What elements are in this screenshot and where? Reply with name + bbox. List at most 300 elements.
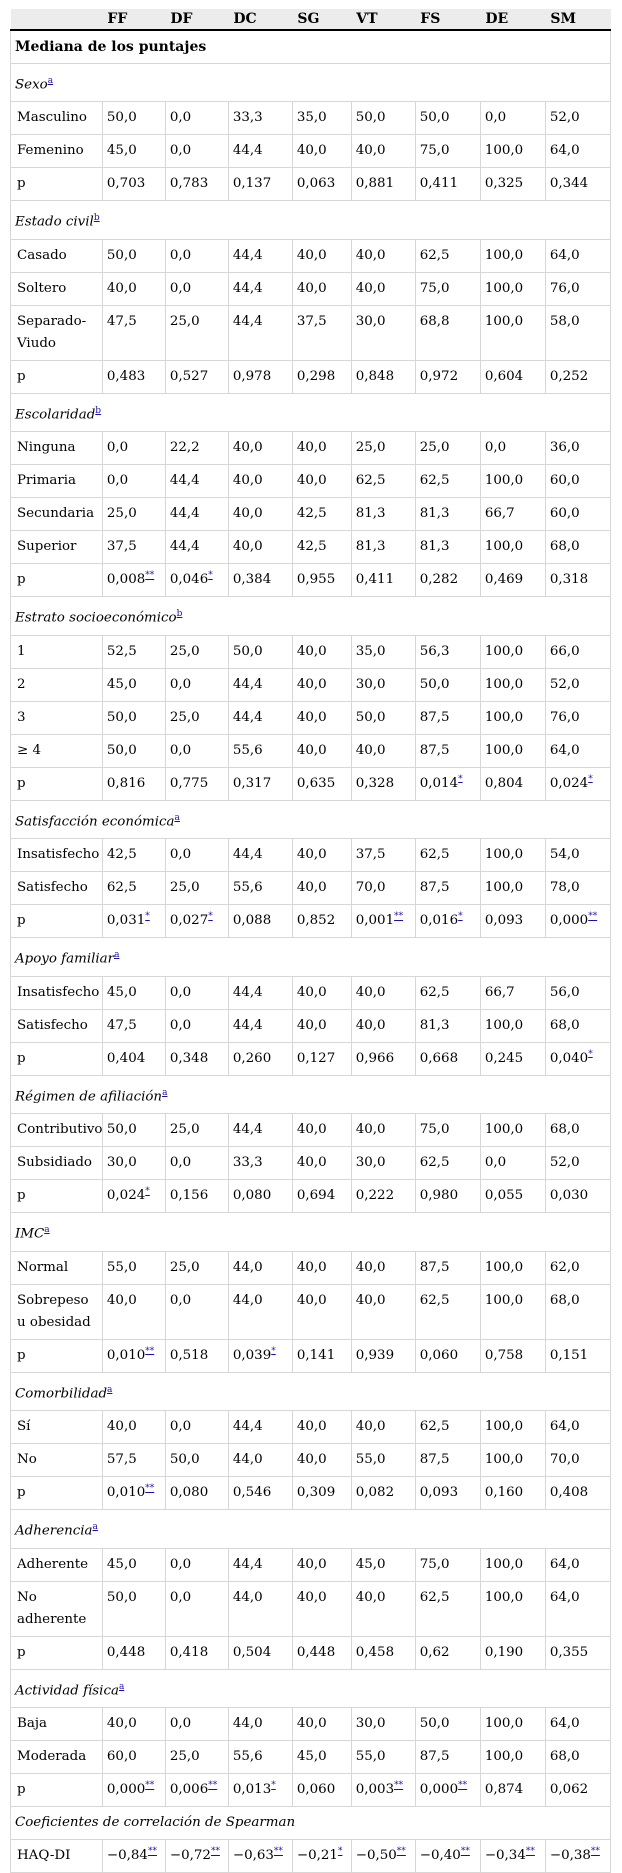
- cell-value: 0,62: [419, 1644, 450, 1660]
- value-cell: [545, 1548, 610, 1581]
- section-header-row: [11, 1372, 611, 1410]
- significance-footnote-link[interactable]: **: [460, 1846, 470, 1857]
- value-cell: [165, 668, 228, 701]
- row-label: p: [11, 1636, 103, 1669]
- table-row: [11, 239, 611, 272]
- value-cell: [228, 1147, 292, 1180]
- cell-value: 62,5: [419, 1589, 450, 1605]
- row-label: Femenino: [11, 135, 103, 168]
- value-cell: [228, 305, 292, 360]
- cell-value: 0,384: [232, 572, 272, 588]
- significance-footnote-link[interactable]: *: [145, 1186, 150, 1197]
- significance-footnote-link[interactable]: **: [458, 1780, 468, 1791]
- value-cell: [415, 1339, 480, 1372]
- significance-footnote-link[interactable]: **: [208, 1780, 218, 1791]
- section-header-row: [11, 64, 611, 102]
- table-row: [11, 1477, 611, 1510]
- cell-value: 100,0: [484, 847, 524, 863]
- value-cell: [165, 701, 228, 734]
- cell-value: 0,309: [296, 1485, 336, 1501]
- cell-value: 35,0: [355, 643, 386, 659]
- value-cell: [351, 1548, 415, 1581]
- table-title: Mediana de los puntajes: [11, 30, 611, 64]
- value-cell: [351, 498, 415, 531]
- value-cell: [228, 1284, 292, 1339]
- cell-value: 0,546: [232, 1485, 272, 1501]
- cell-value: 40,0: [355, 1259, 386, 1275]
- footnote-link[interactable]: a: [92, 1522, 98, 1533]
- table-row: [11, 564, 611, 597]
- value-cell: [545, 102, 610, 135]
- cell-value: 0,448: [296, 1644, 336, 1660]
- significance-footnote-link[interactable]: **: [147, 1846, 157, 1857]
- value-cell: [292, 305, 351, 360]
- cell-value: 25,0: [169, 880, 200, 896]
- footnote-link[interactable]: b: [176, 609, 183, 620]
- cell-value: −0,84: [106, 1848, 148, 1864]
- cell-value: 0,852: [296, 913, 336, 929]
- value-cell: [165, 1636, 228, 1669]
- section-header-row: [11, 1213, 611, 1251]
- value-cell: [292, 1636, 351, 1669]
- table-row: [11, 1581, 611, 1636]
- value-cell: [165, 1009, 228, 1042]
- value-cell: [480, 360, 545, 393]
- value-cell: [292, 168, 351, 201]
- value-cell: [228, 1444, 292, 1477]
- cell-value: 60,0: [106, 1749, 137, 1765]
- value-cell: [351, 564, 415, 597]
- significance-footnote-link[interactable]: *: [588, 774, 593, 785]
- cell-value: 0,060: [419, 1347, 459, 1363]
- value-cell: [351, 531, 415, 564]
- cell-value: −0,40: [419, 1848, 461, 1864]
- cell-value: 57,5: [106, 1452, 137, 1468]
- value-cell: [228, 102, 292, 135]
- value-cell: [228, 1581, 292, 1636]
- significance-footnote-link[interactable]: *: [271, 1346, 276, 1357]
- cell-value: 50,0: [419, 110, 450, 126]
- value-cell: [480, 1840, 545, 1873]
- cell-value: 40,0: [355, 1589, 386, 1605]
- value-cell: [228, 239, 292, 272]
- cell-value: 0,000: [419, 1782, 459, 1798]
- value-cell: [351, 872, 415, 905]
- cell-value: 0,972: [419, 368, 459, 384]
- cell-value: 44,4: [232, 143, 263, 159]
- cell-value: 0,783: [169, 176, 209, 192]
- value-cell: [292, 635, 351, 668]
- table-row: [11, 1042, 611, 1075]
- cell-value: 44,4: [232, 1556, 263, 1572]
- header-cell-vt: VT: [351, 9, 415, 30]
- table-row: [11, 465, 611, 498]
- value-cell: [292, 1477, 351, 1510]
- value-cell: [480, 767, 545, 800]
- cell-value: 25,0: [169, 1259, 200, 1275]
- value-cell: [351, 976, 415, 1009]
- value-cell: [415, 1581, 480, 1636]
- cell-value: 0,668: [419, 1050, 459, 1066]
- cell-value: 0,0: [169, 1419, 192, 1435]
- cell-value: 62,5: [419, 847, 450, 863]
- cell-value: 81,3: [419, 506, 450, 522]
- value-cell: [415, 1708, 480, 1741]
- value-cell: [545, 668, 610, 701]
- value-cell: [415, 1147, 480, 1180]
- value-cell: [545, 1444, 610, 1477]
- value-cell: [292, 1774, 351, 1807]
- row-label: Casado: [11, 239, 103, 272]
- cell-value: 75,0: [419, 280, 450, 296]
- section-label: [11, 201, 611, 239]
- footnote-link[interactable]: b: [95, 405, 102, 416]
- row-label: p: [11, 1774, 103, 1807]
- significance-footnote-link[interactable]: **: [525, 1846, 535, 1857]
- value-cell: [480, 564, 545, 597]
- footnote-link[interactable]: b: [93, 213, 100, 224]
- cell-value: 100,0: [484, 880, 524, 896]
- section-label: [11, 393, 611, 431]
- significance-footnote-link[interactable]: **: [145, 1483, 155, 1494]
- significance-footnote-link[interactable]: **: [394, 1780, 404, 1791]
- value-cell: [351, 668, 415, 701]
- value-cell: [228, 905, 292, 938]
- value-cell: [102, 1339, 165, 1372]
- value-cell: [228, 465, 292, 498]
- table-row: [11, 905, 611, 938]
- value-cell: [415, 564, 480, 597]
- cell-value: 33,3: [232, 1155, 263, 1171]
- header-cell-sg: SG: [292, 9, 351, 30]
- value-cell: [545, 767, 610, 800]
- significance-footnote-link[interactable]: **: [145, 1780, 155, 1791]
- cell-value: 44,4: [232, 676, 263, 692]
- significance-footnote-link[interactable]: *: [458, 911, 463, 922]
- value-cell: [415, 1180, 480, 1213]
- value-cell: [228, 1339, 292, 1372]
- cell-value: 100,0: [484, 1716, 524, 1732]
- cell-value: 0,0: [169, 742, 192, 758]
- value-cell: [228, 635, 292, 668]
- cell-value: 58,0: [549, 313, 580, 329]
- value-cell: [165, 1042, 228, 1075]
- cell-value: 0,000: [106, 1782, 146, 1798]
- value-cell: [545, 976, 610, 1009]
- value-cell: [102, 102, 165, 135]
- cell-value: 40,0: [296, 1716, 327, 1732]
- cell-value: 0,001: [355, 913, 395, 929]
- value-cell: [545, 1251, 610, 1284]
- cell-value: 0,0: [169, 676, 192, 692]
- value-cell: [415, 1009, 480, 1042]
- cell-value: 0,282: [419, 572, 459, 588]
- cell-value: 64,0: [549, 247, 580, 263]
- value-cell: [480, 905, 545, 938]
- row-label: ≥ 4: [11, 734, 103, 767]
- cell-value: 44,0: [232, 1589, 263, 1605]
- value-cell: [351, 839, 415, 872]
- cell-value: 40,0: [106, 1419, 137, 1435]
- section-label: [11, 1807, 611, 1840]
- value-cell: [545, 360, 610, 393]
- value-cell: [102, 360, 165, 393]
- cell-value: 64,0: [549, 1716, 580, 1732]
- significance-footnote-link[interactable]: *: [337, 1846, 343, 1857]
- cell-value: 30,0: [106, 1155, 137, 1171]
- cell-value: 44,4: [232, 1017, 263, 1033]
- cell-value: 81,3: [355, 506, 386, 522]
- cell-value: 0,046: [169, 572, 209, 588]
- value-cell: [165, 1708, 228, 1741]
- table-row: [11, 1284, 611, 1339]
- section-label: [11, 1075, 611, 1113]
- value-cell: [415, 465, 480, 498]
- cell-value: 50,0: [106, 709, 137, 725]
- value-cell: [102, 1840, 165, 1873]
- value-cell: [228, 531, 292, 564]
- value-cell: [102, 498, 165, 531]
- footnote-link[interactable]: a: [118, 1681, 125, 1692]
- section-label-text: Adherencia: [15, 1523, 93, 1539]
- value-cell: [545, 564, 610, 597]
- cell-value: 44,4: [232, 247, 263, 263]
- table-row: [11, 1774, 611, 1807]
- value-cell: [545, 905, 610, 938]
- table-row: [11, 635, 611, 668]
- cell-value: 44,4: [232, 709, 263, 725]
- row-label: Baja: [11, 1708, 103, 1741]
- cell-value: 37,5: [296, 313, 327, 329]
- cell-value: 87,5: [419, 1452, 450, 1468]
- row-label: p: [11, 1180, 103, 1213]
- value-cell: [102, 1741, 165, 1774]
- cell-value: 0,404: [106, 1050, 146, 1066]
- value-cell: [545, 1114, 610, 1147]
- cell-value: 44,4: [169, 506, 200, 522]
- significance-footnote-link[interactable]: **: [273, 1846, 283, 1857]
- cell-value: 0,093: [419, 1485, 459, 1501]
- value-cell: [415, 1741, 480, 1774]
- row-label: 3: [11, 701, 103, 734]
- section-label-text: Coeficientes de correlación de Spearman: [15, 1815, 296, 1831]
- table-row: [11, 360, 611, 393]
- cell-value: 40,0: [296, 847, 327, 863]
- cell-value: 87,5: [419, 742, 450, 758]
- cell-value: 50,0: [169, 1452, 200, 1468]
- cell-value: 76,0: [549, 709, 580, 725]
- value-cell: [228, 564, 292, 597]
- cell-value: 40,0: [106, 1292, 137, 1308]
- value-cell: [415, 905, 480, 938]
- significance-footnote-link[interactable]: *: [208, 570, 213, 581]
- row-label: Superior: [11, 531, 103, 564]
- cell-value: 64,0: [549, 742, 580, 758]
- cell-value: 30,0: [355, 1716, 386, 1732]
- cell-value: 0,703: [106, 176, 146, 192]
- significance-footnote-link[interactable]: *: [458, 774, 463, 785]
- cell-value: 44,4: [232, 847, 263, 863]
- cell-value: 52,0: [549, 1155, 580, 1171]
- value-cell: [351, 1708, 415, 1741]
- value-cell: [102, 1411, 165, 1444]
- value-cell: [545, 1284, 610, 1339]
- value-cell: [102, 1114, 165, 1147]
- value-cell: [165, 1114, 228, 1147]
- value-cell: [480, 1411, 545, 1444]
- footnote-link[interactable]: a: [44, 1225, 50, 1236]
- cell-value: 100,0: [484, 1259, 524, 1275]
- value-cell: [102, 1708, 165, 1741]
- cell-value: 0,325: [484, 176, 524, 192]
- row-label: Satisfecho: [11, 872, 103, 905]
- value-cell: [102, 1581, 165, 1636]
- cell-value: 44,4: [232, 313, 263, 329]
- value-cell: [415, 1042, 480, 1075]
- footnote-link[interactable]: a: [107, 1384, 113, 1395]
- table-row: [11, 1444, 611, 1477]
- cell-value: 100,0: [484, 1292, 524, 1308]
- value-cell: [351, 1339, 415, 1372]
- row-label: p: [11, 564, 103, 597]
- value-cell: [165, 305, 228, 360]
- significance-footnote-link[interactable]: **: [590, 1846, 600, 1857]
- significance-footnote-link[interactable]: **: [145, 1346, 155, 1357]
- row-label: Sí: [11, 1411, 103, 1444]
- cell-value: 55,6: [232, 742, 263, 758]
- cell-value: 25,0: [169, 1749, 200, 1765]
- value-cell: [480, 1548, 545, 1581]
- section-label: [11, 800, 611, 838]
- cell-value: 55,0: [355, 1452, 386, 1468]
- cell-value: 0,190: [484, 1644, 524, 1660]
- footnote-link[interactable]: a: [162, 1087, 168, 1098]
- value-cell: [415, 305, 480, 360]
- value-cell: [545, 465, 610, 498]
- cell-value: 60,0: [549, 506, 580, 522]
- significance-footnote-link[interactable]: *: [588, 1049, 593, 1060]
- cell-value: 44,4: [232, 984, 263, 1000]
- value-cell: [415, 1840, 480, 1873]
- value-cell: [102, 668, 165, 701]
- cell-value: 40,0: [355, 984, 386, 1000]
- value-cell: [292, 272, 351, 305]
- table-row: [11, 1840, 611, 1873]
- cell-value: 68,0: [549, 1122, 580, 1138]
- value-cell: [415, 1774, 480, 1807]
- header-cell-sm: SM: [545, 9, 610, 30]
- cell-value: 0,604: [484, 368, 524, 384]
- row-label: Primaria: [11, 465, 103, 498]
- value-cell: [292, 1147, 351, 1180]
- value-cell: [351, 168, 415, 201]
- cell-value: 81,3: [419, 539, 450, 555]
- value-cell: [102, 976, 165, 1009]
- value-cell: [351, 1009, 415, 1042]
- significance-footnote-link[interactable]: *: [271, 1780, 276, 1791]
- value-cell: [351, 635, 415, 668]
- row-label: Insatisfecho: [11, 839, 103, 872]
- cell-value: 0,758: [484, 1347, 524, 1363]
- value-cell: [351, 734, 415, 767]
- cell-value: 40,0: [106, 1716, 137, 1732]
- cell-value: 0,010: [106, 1485, 146, 1501]
- significance-footnote-link[interactable]: *: [208, 911, 213, 922]
- cell-value: 50,0: [419, 676, 450, 692]
- value-cell: [351, 135, 415, 168]
- cell-value: 40,0: [296, 709, 327, 725]
- value-cell: [228, 1840, 292, 1873]
- section-header-row: [11, 1510, 611, 1548]
- cell-value: 40,0: [232, 473, 263, 489]
- footnote-link[interactable]: a: [174, 812, 180, 823]
- cell-value: 0,355: [549, 1644, 589, 1660]
- cell-value: 87,5: [419, 880, 450, 896]
- cell-value: 25,0: [169, 1122, 200, 1138]
- value-cell: [292, 734, 351, 767]
- cell-value: 100,0: [484, 1749, 524, 1765]
- value-cell: [292, 1840, 351, 1873]
- value-cell: [351, 360, 415, 393]
- value-cell: [351, 1180, 415, 1213]
- cell-value: 44,4: [169, 539, 200, 555]
- section-label-text: Sexo: [15, 77, 48, 93]
- value-cell: [415, 872, 480, 905]
- row-label: p: [11, 1042, 103, 1075]
- row-label: p: [11, 1477, 103, 1510]
- cell-value: 22,2: [169, 440, 200, 456]
- section-label-text: Apoyo familiar: [15, 951, 115, 967]
- row-label: No: [11, 1444, 103, 1477]
- value-cell: [545, 1411, 610, 1444]
- cell-value: 0,469: [484, 572, 524, 588]
- value-cell: [292, 135, 351, 168]
- cell-value: 40,0: [296, 1259, 327, 1275]
- value-cell: [545, 1009, 610, 1042]
- cell-value: 0,0: [169, 247, 192, 263]
- cell-value: 0,088: [232, 913, 272, 929]
- cell-value: 76,0: [549, 280, 580, 296]
- cell-value: 100,0: [484, 143, 524, 159]
- cell-value: 0,013: [232, 1782, 272, 1798]
- cell-value: 40,0: [296, 247, 327, 263]
- significance-footnote-link[interactable]: **: [145, 570, 155, 581]
- significance-footnote-link[interactable]: **: [588, 911, 598, 922]
- value-cell: [292, 1411, 351, 1444]
- footnote-link[interactable]: a: [114, 950, 120, 961]
- footnote-link[interactable]: a: [47, 76, 54, 86]
- value-cell: [292, 872, 351, 905]
- value-cell: [545, 1339, 610, 1372]
- header-cell-de: DE: [480, 9, 545, 30]
- value-cell: [292, 1444, 351, 1477]
- cell-value: 0,003: [355, 1782, 395, 1798]
- section-label-text: Satisfacción económica: [15, 814, 175, 830]
- cell-value: 42,5: [106, 847, 137, 863]
- cell-value: 0,344: [549, 176, 589, 192]
- value-cell: [545, 734, 610, 767]
- significance-footnote-link[interactable]: *: [145, 911, 150, 922]
- value-cell: [351, 1840, 415, 1873]
- cell-value: 0,966: [355, 1050, 395, 1066]
- cell-value: 42,5: [296, 506, 327, 522]
- significance-footnote-link[interactable]: **: [210, 1846, 220, 1857]
- table-row: [11, 168, 611, 201]
- significance-footnote-link[interactable]: **: [396, 1846, 406, 1857]
- significance-footnote-link[interactable]: **: [394, 911, 404, 922]
- cell-value: 70,0: [355, 880, 386, 896]
- cell-value: 0,848: [355, 368, 395, 384]
